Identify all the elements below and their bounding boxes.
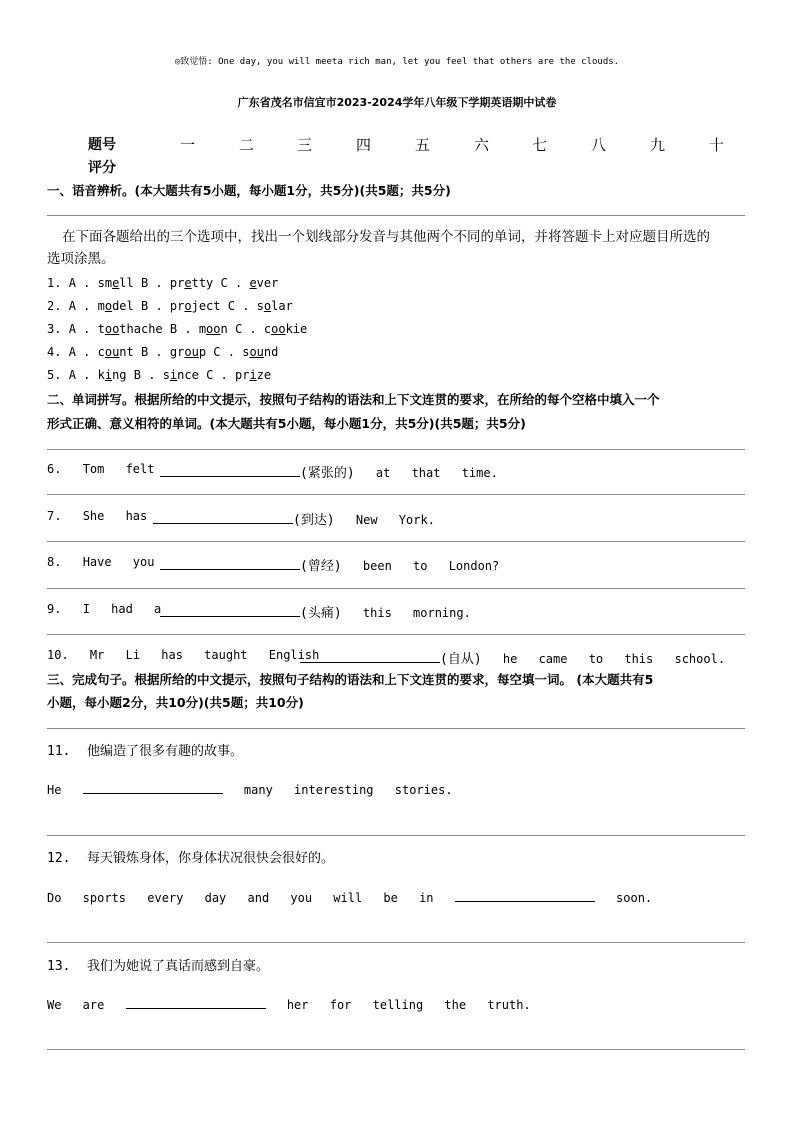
- chinese-sentence: 我们为她说了真话而感到自豪。: [87, 959, 270, 974]
- word-part: m: [198, 322, 207, 336]
- phonics-question: [47, 345, 278, 359]
- option-c[interactable]: [257, 299, 293, 313]
- sentence-start: Do sports every day and you will be in: [47, 891, 434, 905]
- option-b-label: B .: [141, 299, 163, 313]
- option-b-label: B .: [169, 322, 192, 336]
- answer-blank[interactable]: [300, 652, 440, 663]
- divider: [47, 588, 745, 589]
- underlined-letters: o: [184, 299, 192, 313]
- word-part: tty: [191, 276, 214, 290]
- option-a-label: A .: [68, 276, 91, 290]
- word-part: c: [263, 322, 272, 336]
- score-label-number: 题号: [88, 137, 116, 153]
- sentence-end: he came to this school.: [502, 652, 726, 666]
- answer-blank[interactable]: [160, 559, 300, 570]
- word-part: k: [97, 368, 105, 382]
- word-part: kie: [285, 322, 308, 336]
- answer-blank[interactable]: [153, 513, 293, 524]
- underlined-letters: o: [263, 299, 272, 313]
- word-part: ver: [256, 276, 279, 290]
- option-b[interactable]: [199, 322, 228, 336]
- spelling-answer-group: [160, 462, 498, 481]
- divider: [47, 541, 745, 542]
- underlined-letters: i: [104, 368, 113, 382]
- header-motto: ◎致觉悟: One day, you will meeta rich man, let you feel that others are the clouds.: [174, 57, 620, 67]
- underlined-letters: i: [169, 368, 178, 382]
- word-part: nt: [119, 345, 134, 359]
- completion-question-chinese: [47, 955, 269, 974]
- option-b-label: B .: [140, 345, 163, 359]
- option-c-label: C .: [227, 299, 250, 313]
- sentence-end: this morning.: [362, 606, 471, 620]
- sentence-start: Mr Li has taught English: [89, 648, 320, 662]
- question-number: 6.: [47, 462, 62, 476]
- option-a-label: A .: [68, 368, 91, 382]
- answer-blank[interactable]: [160, 466, 300, 477]
- question-number: 2.: [47, 299, 62, 313]
- question-number: 12.: [47, 851, 71, 866]
- spelling-answer-group: [160, 602, 471, 621]
- sentence-start: Have you: [82, 555, 155, 569]
- divider: [47, 1049, 745, 1050]
- question-number: 7.: [47, 509, 62, 523]
- phonics-question: [47, 299, 293, 313]
- word-part: ze: [256, 368, 272, 382]
- option-a[interactable]: [98, 299, 134, 313]
- section3-heading: 三、完成句子。根据所给的中文提示，按照句子结构的语法和上下文连贯的要求，每空填一词。 (本大题共有5: [47, 672, 654, 687]
- score-col: 四: [356, 136, 372, 154]
- word-part: s: [256, 299, 264, 313]
- question-number: 1.: [47, 276, 62, 290]
- underlined-letters: e: [249, 276, 257, 290]
- option-a-label: A .: [68, 345, 91, 359]
- chinese-sentence: 他编造了很多有趣的故事。: [87, 744, 244, 759]
- option-c-label: C .: [206, 368, 228, 382]
- underlined-letters: oo: [206, 322, 221, 336]
- option-c[interactable]: [235, 368, 271, 382]
- spelling-answer-group: [300, 648, 725, 667]
- question-number: 10.: [47, 648, 69, 662]
- underlined-letters: ou: [249, 345, 264, 359]
- score-col: 二: [239, 136, 255, 154]
- word-part: s: [242, 345, 250, 359]
- question-number: 5.: [47, 368, 62, 382]
- divider: [47, 494, 745, 495]
- sentence-end: been to London?: [362, 559, 500, 573]
- sentence-end: soon.: [616, 891, 653, 905]
- underlined-letters: o: [104, 299, 113, 313]
- score-col: 八: [591, 136, 607, 154]
- option-b[interactable]: [170, 345, 206, 359]
- question-number: 4.: [47, 345, 62, 359]
- option-b[interactable]: [170, 276, 213, 290]
- chinese-hint: (自从): [440, 652, 482, 667]
- page-title: 广东省茂名市信宜市2023-2024学年八年级下学期英语期中试卷: [237, 96, 557, 109]
- option-a[interactable]: [98, 276, 134, 290]
- chinese-hint: (头痛): [300, 606, 342, 621]
- phonics-question: [47, 276, 278, 290]
- spelling-answer-group: [153, 509, 435, 528]
- score-col: 七: [532, 136, 548, 154]
- word-part: m: [97, 299, 105, 313]
- divider: [47, 449, 745, 450]
- word-part: pr: [235, 368, 250, 382]
- phonics-question: [47, 322, 307, 336]
- option-a-label: A .: [68, 299, 91, 313]
- word-part: thache: [119, 322, 163, 336]
- sentence-start: I had a: [82, 602, 162, 616]
- section1-heading: 一、语音辨析。(本大题共有5小题，每小题1分，共5分)(共5题；共5分): [47, 183, 451, 198]
- section2-heading: 二、单词拼写。根据所给的中文提示，按照句子结构的语法和上下文连贯的要求，在所给的每个空格中填入一个: [47, 392, 660, 407]
- word-part: ll: [119, 276, 134, 290]
- word-part: nce: [177, 368, 199, 382]
- option-b[interactable]: [163, 368, 199, 382]
- completion-question-english: [47, 998, 531, 1012]
- completion-question-english: [47, 891, 652, 905]
- completion-question-chinese: [47, 740, 243, 759]
- sentence-start: He: [47, 783, 62, 797]
- question-number: 11.: [47, 744, 71, 759]
- word-part: ng: [112, 368, 127, 382]
- divider: [47, 634, 745, 635]
- spelling-question: [47, 555, 154, 569]
- spelling-question: [47, 648, 319, 662]
- underlined-letters: oo: [271, 322, 286, 336]
- option-b[interactable]: [170, 299, 221, 313]
- question-number: 8.: [47, 555, 62, 569]
- word-part: sm: [97, 276, 113, 290]
- score-col: 六: [474, 136, 490, 154]
- word-part: t: [97, 322, 105, 336]
- option-a[interactable]: [98, 368, 127, 382]
- divider: [47, 215, 745, 216]
- section1-instruction: 选项涂黑。: [47, 251, 115, 267]
- answer-blank[interactable]: [83, 783, 223, 794]
- question-number: 3.: [47, 322, 62, 336]
- option-c-label: C .: [220, 276, 243, 290]
- sentence-end: at that time.: [375, 466, 498, 480]
- option-c[interactable]: [249, 276, 278, 290]
- answer-blank[interactable]: [160, 606, 300, 617]
- word-part: c: [97, 345, 105, 359]
- score-col: 九: [650, 136, 666, 154]
- word-part: lar: [271, 299, 293, 313]
- chinese-hint: (到达): [293, 513, 335, 528]
- sentence-end: many interesting stories.: [243, 783, 453, 797]
- underlined-letters: ou: [184, 345, 199, 359]
- divider: [47, 728, 745, 729]
- chinese-sentence: 每天锻炼身体，你身体状况很快会很好的。: [87, 851, 335, 866]
- option-a[interactable]: [98, 322, 163, 336]
- score-col: 一: [180, 136, 196, 154]
- sentence-start: She has: [82, 509, 148, 523]
- phonics-question: [47, 368, 271, 382]
- answer-blank[interactable]: [455, 891, 595, 902]
- score-label-score: 评分: [88, 160, 116, 176]
- chinese-hint: (曾经): [300, 559, 342, 574]
- completion-question-english: [47, 783, 453, 797]
- option-c-label: C .: [213, 345, 235, 359]
- option-b-label: B .: [140, 276, 163, 290]
- underlined-letters: e: [112, 276, 120, 290]
- question-number: 13.: [47, 959, 71, 974]
- word-part: gr: [169, 345, 185, 359]
- word-part: pr: [169, 299, 185, 313]
- underlined-letters: oo: [104, 322, 120, 336]
- spelling-question: [47, 462, 154, 476]
- score-col: 三: [297, 136, 313, 154]
- option-c[interactable]: [242, 345, 278, 359]
- chinese-hint: (紧张的): [300, 466, 355, 481]
- word-part: nd: [263, 345, 279, 359]
- score-col: 五: [415, 136, 431, 154]
- divider: [47, 942, 745, 943]
- spelling-question: [47, 509, 147, 523]
- spelling-answer-group: [160, 555, 499, 574]
- completion-question-chinese: [47, 847, 334, 866]
- word-part: pr: [169, 276, 185, 290]
- sentence-end: New York.: [355, 513, 435, 527]
- word-part: ject: [191, 299, 221, 313]
- word-part: n: [220, 322, 228, 336]
- underlined-letters: ou: [104, 345, 120, 359]
- word-part: s: [162, 368, 170, 382]
- option-b-label: B .: [133, 368, 156, 382]
- question-number: 9.: [47, 602, 62, 616]
- section3-heading: 小题，每小题2分，共10分)(共5题；共10分): [47, 695, 304, 710]
- sentence-end: her for telling the truth.: [286, 998, 531, 1012]
- underlined-letters: e: [184, 276, 192, 290]
- word-part: p: [198, 345, 207, 359]
- option-a-label: A .: [68, 322, 91, 336]
- word-part: del: [112, 299, 134, 313]
- option-c-label: C .: [234, 322, 257, 336]
- option-a[interactable]: [98, 345, 134, 359]
- sentence-start: Tom felt: [82, 462, 155, 476]
- section1-instruction: 在下面各题给出的三个选项中，找出一个划线部分发音与其他两个不同的单词，并将答题卡上对应题目所选的: [62, 229, 710, 245]
- score-col: 十: [709, 136, 725, 154]
- spelling-question: [47, 602, 161, 616]
- answer-blank[interactable]: [126, 998, 266, 1009]
- divider: [47, 835, 745, 836]
- underlined-letters: i: [249, 368, 257, 382]
- option-c[interactable]: [264, 322, 307, 336]
- section2-heading: 形式正确、意义相符的单词。(本大题共有5小题，每小题1分，共5分)(共5题；共5分): [47, 416, 526, 431]
- sentence-start: We are: [47, 998, 105, 1012]
